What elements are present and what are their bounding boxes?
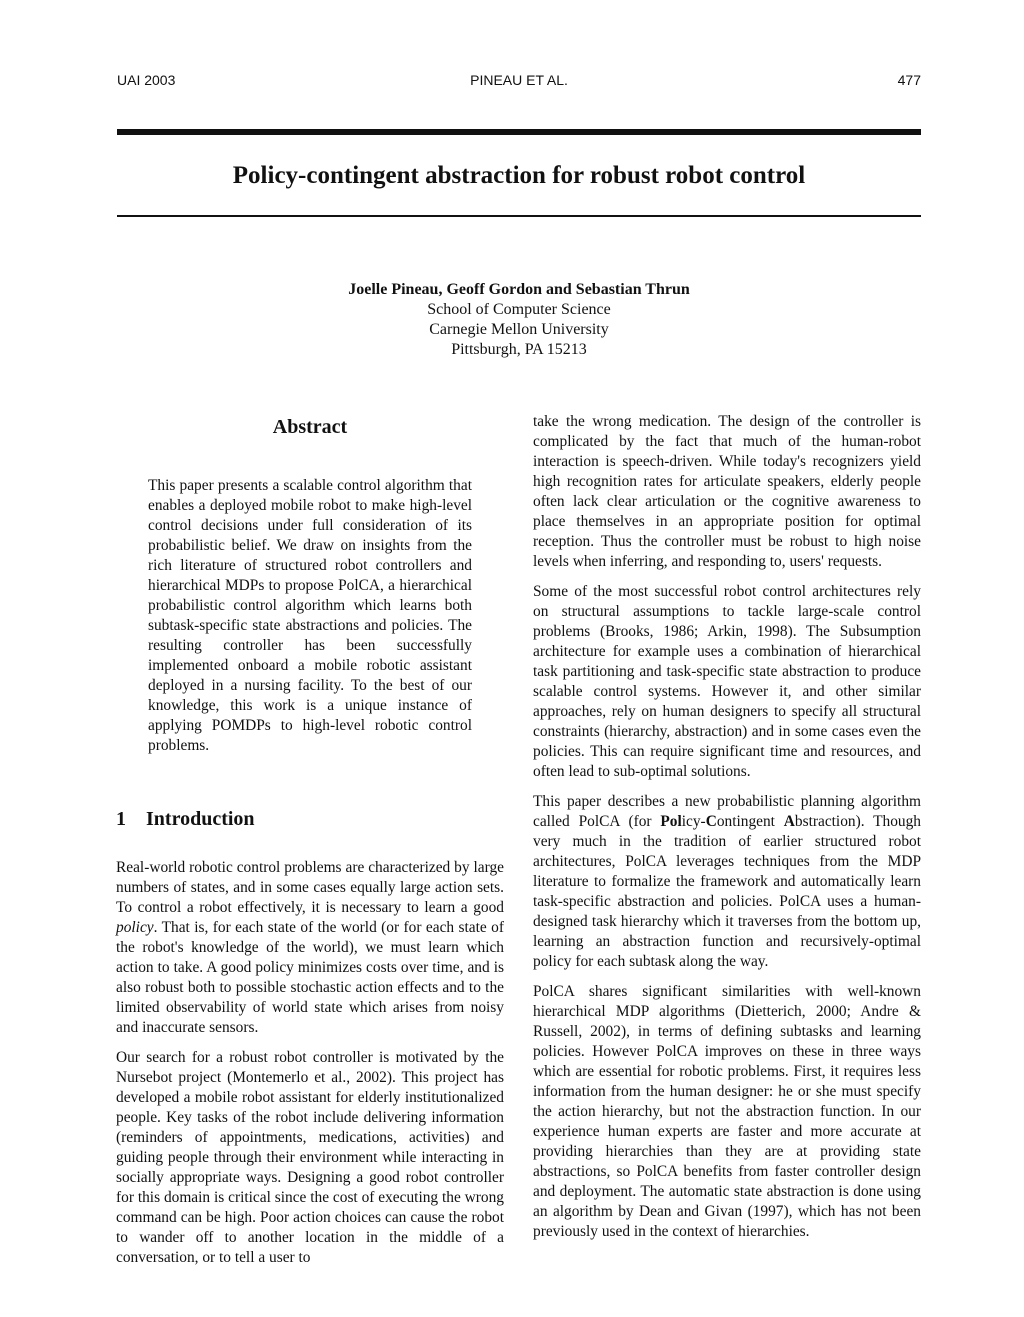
right-column xyxy=(533,412,921,1252)
intro-paragraph-5: PolCA shares significant similarities with well-known hierarchical MDP algorithms (Dietterich, 2000; Andre & Russell, 2002), in terms of defining subtasks and learning policies. However PolCA improves on these in three ways which are essential for robotic problems. First, it requires less information from the human designer: he or she must specify the action hierarchy, but not the abstraction function. In our experience human experts are faster and more accurate at providing hierarchies than they are at providing state abstractions, so PolCA benefits from faster controller design and deployment. The automatic state abstraction is done using an algorithm by Dean and Givan (1997), which has not been previously used in the context of hierarchies. xyxy=(533,983,921,1240)
paper-title: Policy-contingent abstraction for robust robot control xyxy=(232,162,806,189)
intro-paragraph-4: This paper describes a new probabilistic planning algorithm called PolCA (for Policy-Contingent Abstraction). Though very much in the tradition of earlier structured robot architectures, PolCA leverages techniques from the MDP literature to formalize the framework and automatically learn task-specific abstraction and policies. PolCA uses a human-designed task hierarchy which it traverses from the bottom up, learning an abstraction function and recursively-optimal policy for each subtask along the way. xyxy=(533,793,921,970)
page-number: 477 xyxy=(897,72,921,88)
venue-label: UAI 2003 xyxy=(117,72,176,88)
intro-paragraph-1: Real-world robotic control problems are characterized by large numbers of states, and in some cases equally large action sets. To control a robot effectively, it is necessary to learn a good policy. That is, for each state of the world (or for each state of the robot's knowledge of the world), we must learn which action to take. A good policy minimizes costs over time, and is also robust both to possible stochastic action effects and to the limited observability of world state which arises from noisy and inaccurate sensors. xyxy=(116,859,504,1036)
intro-paragraph-2-continued: take the wrong medication. The design of the controller is complicated by the fact that much of the human-robot interaction is speech-driven. While today's recognizers yield high recognition rates for articulate speakers, elderly people often lack clear articulation or the cognitive awareness to place themselves in an appropriate position for optimal reception. Thus the controller must be robust to high noise levels when inferring, and responding to, users' requests. xyxy=(533,413,921,570)
section-title: Introduction xyxy=(146,808,255,830)
section-number: 1 xyxy=(116,808,126,830)
running-head xyxy=(117,72,921,92)
abstract-text: This paper presents a scalable control algorithm that enables a deployed mobile robot to make high-level control decisions under full consideration of its probabilistic belief. We draw on insights from the rich literature of structured robot controllers and hierarchical MDPs to propose PolCA, a hierarchical probabilistic control algorithm which learns both subtask-specific state abstractions and policies. The resulting controller has been successfully implemented onboard a mobile robotic assistant deployed in a nursing facility. To the best of our knowledge, this work is a unique instance of applying POMDPs to high-level robotic control problems. xyxy=(148,477,472,754)
section-heading-introduction xyxy=(116,806,504,832)
title-top-rule xyxy=(117,129,921,135)
emphasis-policy: policy xyxy=(116,919,154,936)
left-column xyxy=(116,412,504,1278)
title-bottom-rule xyxy=(117,215,921,217)
author-names: Joelle Pineau, Geoff Gordon and Sebastian Thrun xyxy=(348,281,690,298)
abstract-heading: Abstract xyxy=(272,416,348,438)
author-block xyxy=(117,280,921,360)
intro-paragraph-3: Some of the most successful robot control architectures rely on structural assumptions to tackle large-scale control problems (Brooks, 1986; Arkin, 1998). The Subsumption architecture for example uses a combination of hierarchical task partitioning and task-specific state abstraction to produce scalable control systems. However it, and other similar approaches, rely on human designers to specify all structural constraints (hierarchy, abstraction) and in some cases even the policies. This can require significant time and resources, and often lead to sub-optimal solutions. xyxy=(533,583,921,780)
intro-paragraph-2: Our search for a robust robot controller is motivated by the Nursebot project (Montemerlo et al., 2002). This project has developed a mobile robot assistant for elderly institutionalized people. Key tasks of the robot include delivering information (reminders of appointments, medications, activities) and guiding people through their environment while interacting in socially appropriate ways. Designing a good robot controller for this domain is critical since the cost of executing the wrong command can be high. Poor action choices can cause the robot to wander off to another location in the middle of a conversation, or to tell a user to xyxy=(116,1049,504,1266)
author-university: Carnegie Mellon University xyxy=(429,321,609,338)
author-location: Pittsburgh, PA 15213 xyxy=(451,341,587,358)
author-department: School of Computer Science xyxy=(427,301,611,318)
running-authors: PINEAU ET AL. xyxy=(470,72,568,88)
